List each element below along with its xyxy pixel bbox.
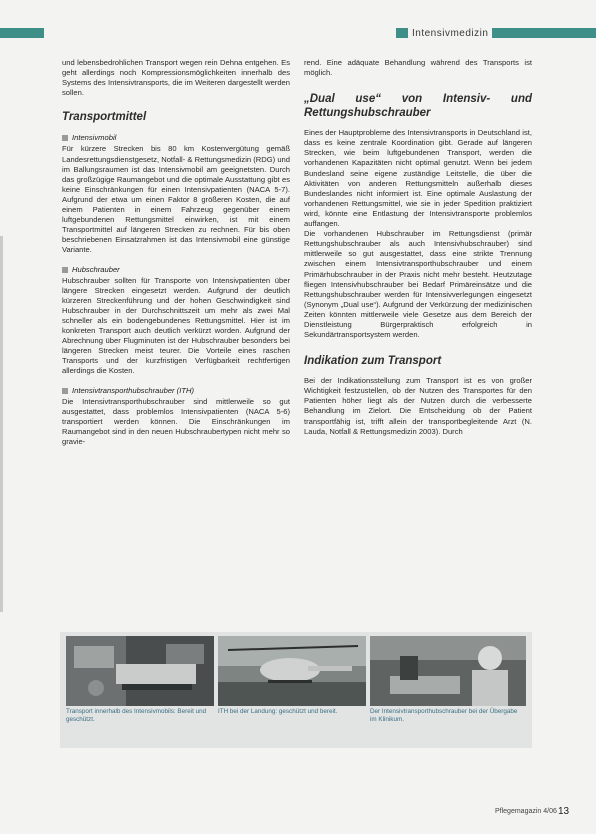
- journal-name: Pflegemagazin 4/06: [495, 808, 557, 815]
- photo-helicopter-landing: [218, 636, 366, 706]
- square-bullet-icon: [62, 135, 68, 141]
- paragraph-dual-use-2: Die vorhandenen Hubschrauber im Rettungsdienst (primär Rettungshubschrauber als auch Intensivhubschrauber) sind mittlerweile so gut ausgestattet, dass eine strikte Trennung zwischen einem Intensivtransporthubschrauber und einem Primärhubschrauber in der Praxis nicht mehr besteht. Heutzutage fliegen Intensivhubschrauber bei Bedarf Primäreinsätze und die Rettungshubschrauber werden für Intensivverlegungen eingesetzt (Synonym „Dual use“). Aufgrund der Verkürzung der medizinischen Zeiten könnten mittlerweile viele Gesetze aus dem Bereich der Dienstleistung Bürgerpraktisch erfolgreich in Sekundärtransportsystem werden.: [304, 229, 532, 340]
- paragraph-dual-use-1: Eines der Hauptprobleme des Intensivtransports in Deutschland ist, dass es keine zentrale Koordination gibt. Gerade auf längeren Strecken, wie beim luftgebundenen Transport, werden die vorhandenen Kapazitäten nicht optimal genutzt. Wenn bei jedem Bundesland seine eigene zuständige Leitstelle, die über die Aktivitäten von anderen Rettungsmitteln außerhalb dieses Bundeslandes nicht informiert ist. Eine optimale Auslastung der vorhandenen Rettungsmittel, wie sie in jeder Spedition praktiziert wird, könnte eine Entlastung der Intensivtransporte problemlos auffangen.: [304, 128, 532, 229]
- section-title: Intensivmedizin: [408, 28, 492, 40]
- caption-photo-1: Transport innerhalb des Intensivmobils: Bereit und geschützt.: [66, 708, 207, 724]
- right-column: [304, 58, 532, 437]
- header-bar-left: [0, 28, 44, 38]
- subheading-ith: Intensivtransporthubschrauber (ITH): [62, 386, 290, 396]
- left-column: [62, 58, 290, 447]
- paragraph-hubschrauber: Hubschrauber sollten für Transporte von Intensivpatienten über längere Strecken eingesetzt werden. Aufgrund der deutlich kürzeren Streckenführung und der hohen Geschwindigkeit sind Hubschrauber in der Durchschnittszeit um mehr als zwei Mal schneller als ein bodengebundenes Rettungsmittel. Hier ist im konkreten Transport auch deutlich verkürzt worden. Aufgrund der Abrechnung über Flugminuten ist der Hubschrauber besonders bei längeren Strecken meist teurer. Die Vorteile eines raschen Transports und der kurzfristigen Verfügbarkeit rechtfertigen allerdings die Kosten.: [62, 275, 290, 376]
- subheading-intensivmobil: Intensivmobil: [62, 133, 290, 143]
- square-bullet-icon: [62, 388, 68, 394]
- heading-indikation: Indikation zum Transport: [304, 355, 442, 368]
- photo-ambulance-interior: [66, 636, 214, 706]
- paragraph-ith: Die Intensivtransporthubschrauber sind mittlerweile so gut ausgestattet, dass problemlos Intensivpatienten (NACA 5-6) transportiert werden können. Die Einschränkungen im Raumangebot sind in den neuen Hubschraubertypen nicht mehr so gravie-: [62, 396, 290, 446]
- paragraph-intensivmobil: Für kürzere Strecken bis 80 km Kostenvergütung gemäß Landesrettungsdienstgesetz, Notfall- & Rettungsmedizin (RDG) und im Ballungsraumen ist das Intensivmobil am geeignetsten. Durch das großzügige Raumangebot und die optimale Ausstattung gibt es keine Einschränkungen für einen Intensivpatienten (NACA 5-7). Aufgrund der etwa um einen Faktor 8 größeren Kosten, die auf einem Patienten in einem Fahrzeug gegenüber einem luftgebundenen Rettungsmittel einwirken, ist mit einem Transportmittel auf längeren Strecken zu rechnen. Für bis oben beschriebenen Einsatzrahmen ist das Intensivmobil eine günstige Variante.: [62, 144, 290, 255]
- paragraph-indikation: Bei der Indikationsstellung zum Transport ist es von großer Wichtigkeit festzustellen, ob der Nutzen des Transportes für den Patienten höher liegt als der Nutzen durch die verbesserte Behandlung im Zielort. Die Entscheidung ob der Patient transportfähig ist, trifft allein der transportbegleitende Arzt (N. Lauda, Notfall & Rettungsmedizin 2003). Durch: [304, 376, 532, 436]
- subheading-hubschrauber: Hubschrauber: [62, 265, 290, 275]
- caption-photo-3: Der Intensivtransporthubschrauber bei der Übergabe im Klinikum.: [370, 708, 518, 724]
- square-bullet-icon: [62, 267, 68, 273]
- right-intro-paragraph: rend. Eine adäquate Behandlung während des Transports ist möglich.: [304, 58, 532, 78]
- margin-marker: [0, 236, 3, 612]
- heading-transportmittel: Transportmittel: [62, 111, 147, 124]
- heading-dual-use: „Dual use“ von Intensiv- und Rettungshubschrauber: [304, 93, 532, 120]
- page-number: 13: [558, 806, 570, 817]
- photo-handover: [370, 636, 526, 706]
- left-intro-paragraph: und lebensbedrohlichen Transport wegen rein Dehna entgehen. Es geht allerdings noch Kompressionsmöglichkeiten innerhalb des Systems des Intensivtransports, die im Weiteren dargestellt werden sollen.: [62, 58, 290, 98]
- caption-photo-2: ITH bei der Landung: geschützt und bereit.: [218, 708, 338, 715]
